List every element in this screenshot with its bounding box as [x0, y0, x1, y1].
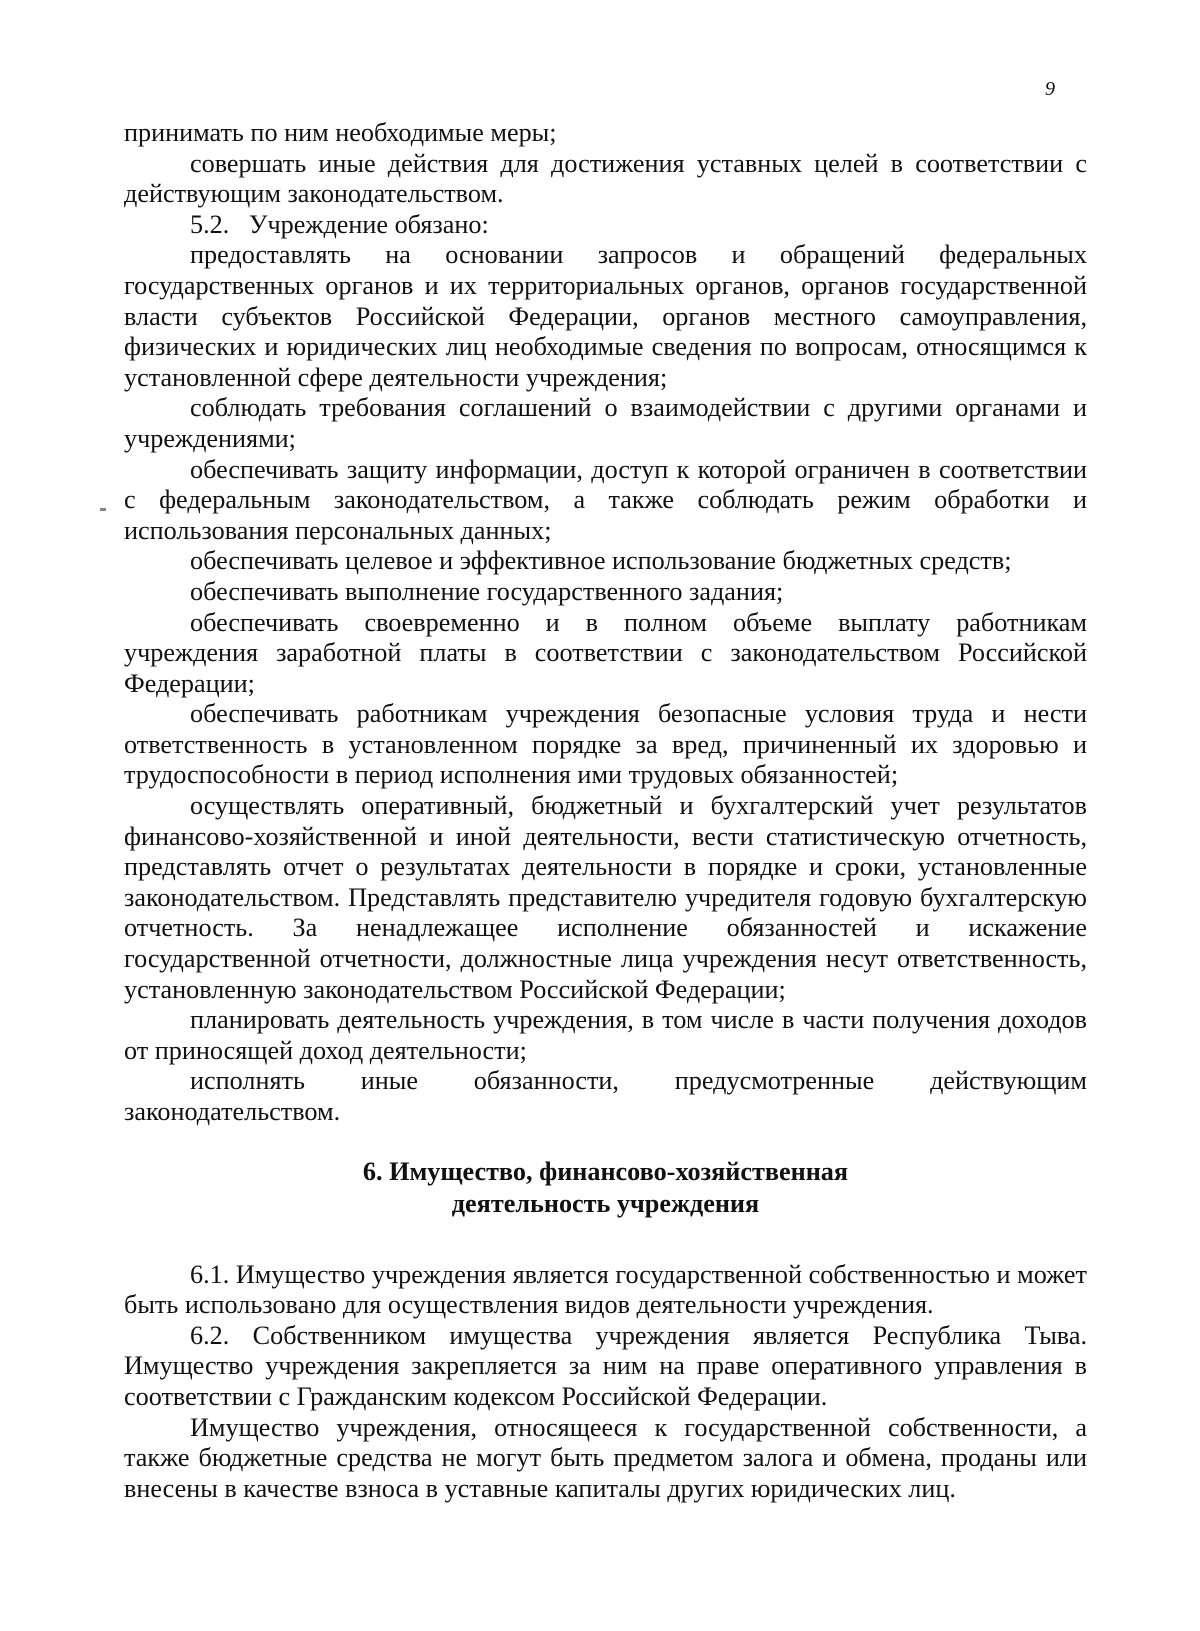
clause-6-2: 6.2. Собственником имущества учреждения является Республика Тыва. Имущество учреждения закрепляется за ним на праве оперативного управления в соответствии с Гражданским кодексом Российской Федерации. [124, 1320, 1087, 1411]
section-heading [124, 1156, 1087, 1220]
paragraph: осуществлять оперативный, бюджетный и бухгалтерский учет результатов финансово-хозяйственной и иной деятельности, вести статистическую отчетность, представлять отчет о результатах деятельности в порядке и сроки, установленные законодательством. Представлять представителю учредителя годовую бухгалтерскую отчетность. За ненадлежащее исполнение обязанностей и искажение государственной отчетности, должностные лица учреждения несут ответственность, установленную законодательством Российской Федерации; [124, 791, 1087, 1004]
paragraph: исполнять иные обязанности, предусмотренные действующим законодательством. [124, 1066, 1087, 1126]
paragraph: обеспечивать защиту информации, доступ к которой ограничен в соответствии с федеральным законодательством, а также соблюдать режим обработки и использования персональных данных; [124, 454, 1087, 545]
paragraph: предоставлять на основании запросов и обращений федеральных государственных органов и их территориальных органов, органов государственной власти субъектов Российской Федерации, органов местного самоуправления, физических и юридических лиц необходимые сведения по вопросам, относящимся к установленной сфере деятельности учреждения; [124, 240, 1087, 392]
document-body [124, 118, 1087, 1504]
margin-mark [100, 508, 106, 511]
paragraph: Имущество учреждения, относящееся к государственной собственности, а также бюджетные средства не могут быть предметом залога и обмена, проданы или внесены в качестве взноса в уставные капиталы других юридических лиц. [124, 1412, 1087, 1503]
paragraph: обеспечивать работникам учреждения безопасные условия труда и нести ответственность в установленном порядке за вред, причиненный их здоровью и трудоспособности в период исполнения ими трудовых обязанностей; [124, 699, 1087, 790]
obligations-list [124, 118, 1087, 1128]
paragraph: принимать по ним необходимые меры; [124, 118, 557, 147]
property-section [124, 1260, 1087, 1505]
clause-6-1: 6.1. Имущество учреждения является государственной собственностью и может быть использовано для осуществления видов деятельности учреждения. [124, 1259, 1087, 1320]
paragraph: планировать деятельность учреждения, в том числе в части получения доходов от приносящей доход деятельности; [124, 1005, 1087, 1065]
section-heading-line: деятельность учреждения [451, 1188, 760, 1218]
clause-5-2-heading: 5.2. Учреждение обязано: [190, 209, 489, 239]
section-heading-line: 6. Имущество, финансово-хозяйственная [362, 1156, 849, 1186]
paragraph: обеспечивать целевое и эффективное использование бюджетных средств; [190, 546, 1012, 576]
paragraph: совершать иные действия для достижения уставных целей в соответствии с действующим законодательством. [124, 148, 1087, 209]
paragraph: обеспечивать выполнение государственного задания; [190, 576, 784, 606]
paragraph: обеспечивать своевременно и в полном объеме выплату работникам учреждения заработной платы в соответствии с законодательством Российской Федерации; [124, 607, 1087, 698]
paragraph: соблюдать требования соглашений о взаимодействии с другими органами и учреждениями; [124, 393, 1087, 453]
page-number: 9 [1045, 78, 1055, 100]
